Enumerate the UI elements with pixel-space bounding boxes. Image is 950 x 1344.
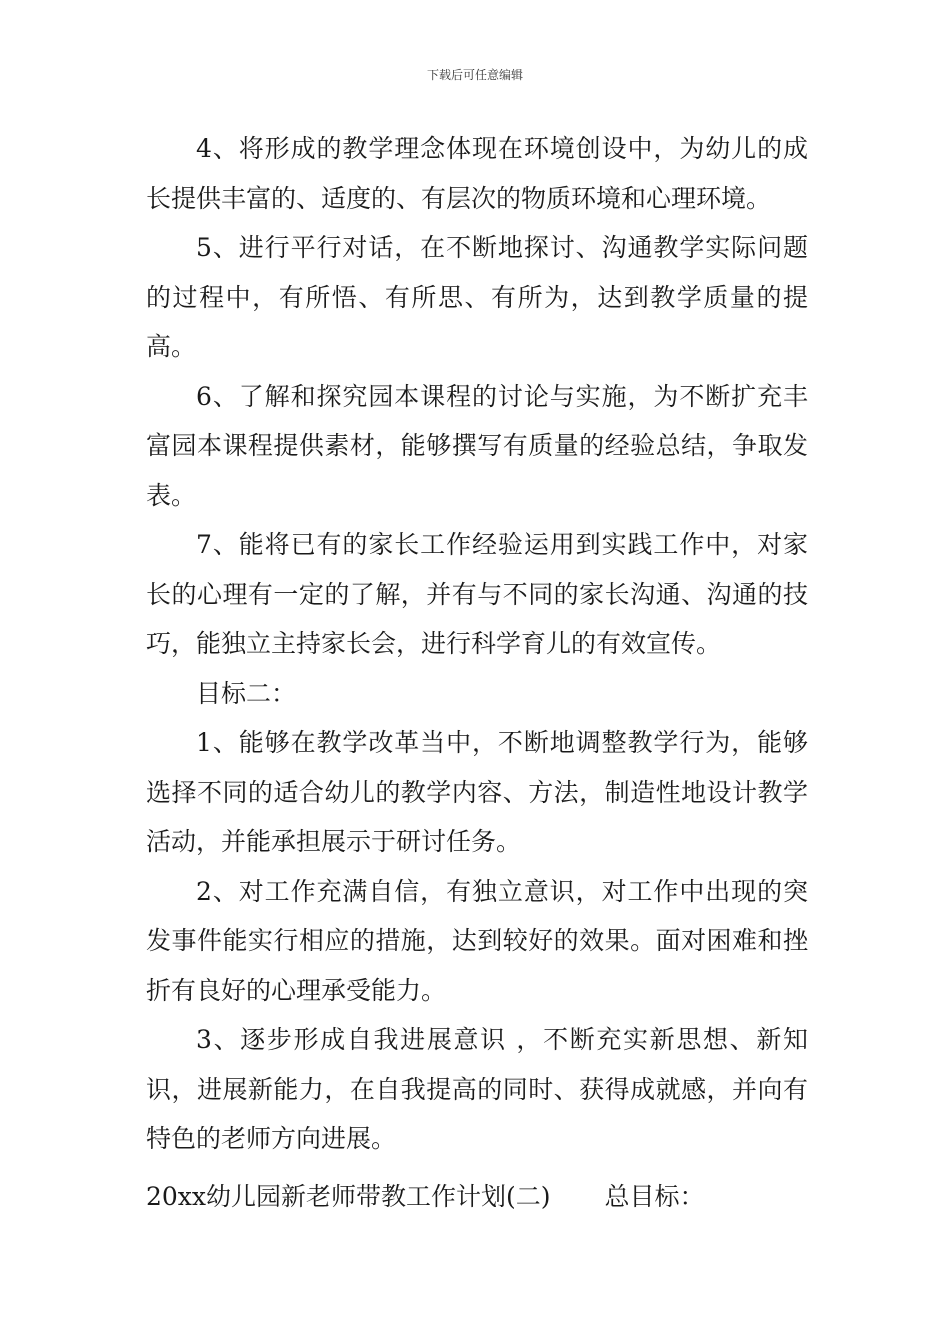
plan-title: 20xx幼儿园新老师带教工作计划(二): [146, 1182, 551, 1211]
document-body: [146, 124, 808, 1164]
paragraph-goal-5: 5、进行平行对话，在不断地探讨、沟通教学实际问题的过程中，有所悟、有所思、有所为，达到教学质量的提高。: [146, 233, 808, 361]
section-heading-goal-two: 目标二：: [196, 678, 297, 708]
paragraph-goal-4: 4、将形成的教学理念体现在环境创设中，为幼儿的成长提供丰富的、适度的、有层次的物质环境和心理环境。: [146, 134, 808, 213]
paragraph-goal-7: 7、能将已有的家长工作经验运用到实践工作中，对家长的心理有一定的了解，并有与不同的家长沟通、沟通的技巧，能独立主持家长会，进行科学育儿的有效宣传。: [146, 530, 808, 658]
paragraph-goal-two-2: 2、对工作充满自信，有独立意识，对工作中出现的突发事件能实行相应的措施，达到较好的效果。面对困难和挫折有良好的心理承受能力。: [146, 876, 808, 1005]
download-note: 下载后可任意编辑: [426, 68, 523, 82]
paragraph-goal-two-1: 1、能够在教学改革当中，不断地调整教学行为，能够选择不同的适合幼儿的教学内容、方法，制造性地设计教学活动，并能承担展示于研讨任务。: [146, 728, 808, 856]
paragraph-goal-6: 6、了解和探究园本课程的讨论与实施，为不断扩充丰富园本课程提供素材，能够撰写有质量的经验总结，争取发表。: [146, 381, 808, 510]
overall-goal-label: 总目标：: [604, 1182, 705, 1211]
paragraph-goal-two-3: 3、逐步形成自我进展意识 ，不断充实新思想、新知识，进展新能力，在自我提高的同时、获得成就感，并向有特色的老师方向进展。: [146, 1025, 808, 1153]
plan-title-line: [146, 1172, 846, 1222]
